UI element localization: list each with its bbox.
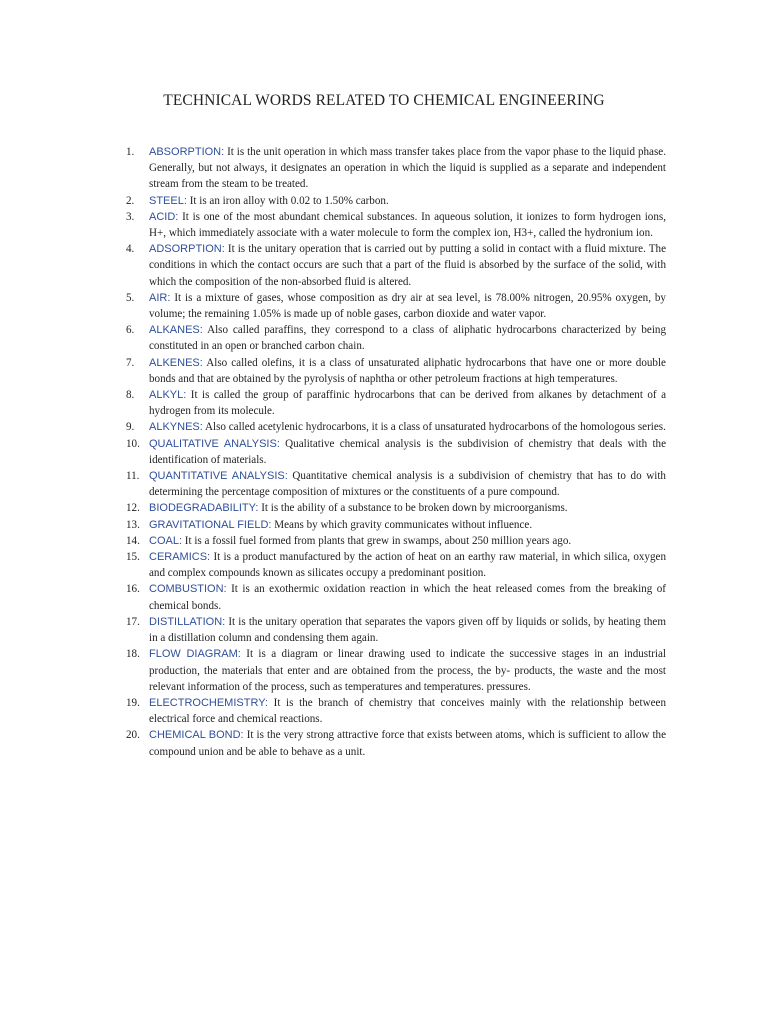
list-item	[126, 549, 666, 581]
item-body	[149, 355, 666, 387]
item-body	[149, 144, 666, 193]
item-definition: Also called acetylenic hydrocarbons, it is a class of unsaturated hydrocarbons of the homologous series.	[204, 421, 666, 434]
item-definition: It is a fossil fuel formed from plants that grew in swamps, about 250 million years ago.	[184, 534, 572, 547]
list-item	[126, 209, 666, 241]
item-definition: It is the unitary operation that is carried out by putting a solid in contact with a fluid mixture. The conditions in which the contact occurs are such that a part of the fluid is absorbed by the surface of the solid, with which the composition of the non-absorbed fluid is altered.	[149, 243, 666, 288]
item-number: 20.	[126, 729, 140, 742]
item-definition: Means by which gravity communicates without influence.	[274, 518, 533, 531]
item-term: ALKYNES:	[149, 421, 203, 434]
list-item	[126, 193, 666, 209]
item-number: 4.	[126, 243, 135, 256]
item-number: 9.	[126, 421, 135, 434]
item-definition: It is an exothermic oxidation reaction in which the heat released comes from the breaking of chemical bonds.	[149, 583, 666, 612]
item-definition: It is the branch of chemistry that conceives mainly with the relationship between electrical force and chemical reactions.	[149, 696, 666, 726]
item-term: ALKANES:	[149, 324, 203, 337]
item-number: 7.	[126, 356, 135, 369]
item-definition: It is an iron alloy with 0.02 to 1.50% carbon.	[189, 194, 389, 207]
item-term: ABSORPTION:	[149, 146, 225, 158]
list-item	[126, 695, 666, 727]
item-definition: It is the ability of a substance to be broken down by microorganisms.	[261, 502, 568, 515]
item-term: CERAMICS:	[149, 551, 211, 564]
item-body	[149, 193, 666, 209]
item-number: 3.	[126, 210, 135, 223]
item-definition: Quantitative chemical analysis is a subdivision of chemistry that has to do with determining the percentage composition of mixtures or the constituents of a pure compound.	[149, 470, 666, 499]
item-body	[149, 322, 666, 354]
item-body	[149, 517, 666, 533]
page-title: TECHNICAL WORDS RELATED TO CHEMICAL ENGINEERING	[163, 92, 605, 109]
list-item	[126, 436, 666, 468]
item-term: QUANTITATIVE ANALYSIS:	[149, 470, 288, 483]
item-number: 15.	[126, 551, 140, 564]
list-item	[126, 727, 666, 759]
item-body	[149, 500, 666, 516]
list-item	[126, 419, 666, 435]
item-body	[149, 549, 666, 581]
list-item	[126, 241, 666, 290]
item-number: 1.	[126, 146, 135, 158]
item-body	[149, 614, 666, 646]
item-number: 18.	[126, 648, 140, 661]
item-term: GRAVITATIONAL FIELD:	[149, 518, 272, 531]
item-term: CHEMICAL BOND:	[149, 729, 244, 742]
item-definition: It is called the group of paraffinic hydrocarbons that can be derived from alkanes by detachment of a hydrogen from its molecule.	[149, 389, 666, 418]
item-term: BIODEGRADABILITY:	[149, 502, 259, 515]
list-item	[126, 614, 666, 646]
item-term: ALKYL:	[149, 389, 187, 402]
list-item	[126, 500, 666, 516]
list-item	[126, 581, 666, 613]
item-number: 8.	[126, 389, 135, 402]
item-body	[149, 727, 666, 759]
item-number: 19.	[126, 696, 140, 709]
item-term: ELECTROCHEMISTRY:	[149, 696, 268, 709]
list-item	[126, 646, 666, 695]
item-term: COAL:	[149, 534, 183, 547]
item-definition: It is a mixture of gases, whose composition as dry air at sea level, is 78.00% nitrogen, 20.95% oxygen, by volume; the remaining 1.05% is made up of noble gases, carbon dioxide and water vapor.	[149, 291, 666, 321]
list-item	[126, 468, 666, 500]
item-definition: It is the unitary operation that separates the vapors given off by liquids or solids, by heating them in a distillation column and condensing them again.	[149, 615, 666, 645]
item-definition: Also called paraffins, they correspond to a class of aliphatic hydrocarbons characterized by being constituted in an open or branched carbon chain.	[149, 324, 666, 353]
list-item	[126, 533, 666, 549]
item-term: ALKENES:	[149, 356, 203, 369]
item-body	[149, 533, 666, 549]
item-term: STEEL:	[149, 194, 187, 207]
list-item	[126, 517, 666, 533]
item-body	[149, 290, 666, 322]
item-definition: It is one of the most abundant chemical substances. In aqueous solution, it ionizes to form hydrogen ions, H+, which immediately associate with a water molecule to form the complex ion, H3+, called the hydronium ion.	[149, 210, 666, 240]
item-body	[149, 209, 666, 241]
item-body	[149, 241, 666, 290]
item-body	[149, 387, 666, 419]
list-item	[126, 322, 666, 354]
item-body	[149, 468, 666, 500]
item-body	[149, 581, 666, 613]
item-number: 13.	[126, 518, 140, 531]
item-body	[149, 436, 666, 468]
term-list	[126, 144, 666, 760]
item-term: ADSORPTION:	[149, 243, 225, 256]
item-definition: It is a diagram or linear drawing used to indicate the successive stages in an industrial production, the materials that enter and are obtained from the process, the by- products, the waste and the most relevant information of the process, such as temperatures and temperatures. pressures.	[149, 648, 666, 693]
item-definition: It is the very strong attractive force that exists between atoms, which is sufficient to allow the compound union and be able to behave as a unit.	[149, 729, 666, 758]
item-number: 5.	[126, 291, 135, 304]
item-term: DISTILLATION:	[149, 615, 226, 628]
item-term: AIR:	[149, 291, 171, 304]
item-body	[149, 695, 666, 727]
item-number: 10.	[126, 437, 140, 450]
item-definition: Also called olefins, it is a class of unsaturated aliphatic hydrocarbons that have one or more double bonds and that are obtained by the pyrolysis of naphtha or other petroleum fractions at high temperatures.	[149, 356, 666, 385]
item-number: 17.	[126, 615, 140, 628]
item-definition: Qualitative chemical analysis is the subdivision of chemistry that deals with the identification of materials.	[149, 437, 666, 466]
item-number: 12.	[126, 502, 140, 515]
item-term: FLOW DIAGRAM:	[149, 648, 241, 661]
list-item	[126, 355, 666, 387]
item-definition: It is the unit operation in which mass transfer takes place from the vapor phase to the liquid phase. Generally, but not always, it designates an operation in which the liquid is supplied as a separate and independent stream from the steam to be treated.	[149, 146, 666, 191]
list-item	[126, 387, 666, 419]
item-number: 16.	[126, 583, 140, 596]
list-item	[126, 144, 666, 193]
item-number: 2.	[126, 194, 135, 207]
item-body	[149, 419, 666, 435]
item-number: 6.	[126, 324, 135, 337]
item-number: 11.	[126, 470, 140, 483]
item-definition: It is a product manufactured by the action of heat on an earthy raw material, in which silica, oxygen and complex compounds known as silicates occupy a predominant position.	[149, 551, 666, 580]
item-body	[149, 646, 666, 695]
item-term: QUALITATIVE ANALYSIS:	[149, 437, 280, 450]
list-item	[126, 290, 666, 322]
item-number: 14.	[126, 534, 140, 547]
item-term: COMBUSTION:	[149, 583, 227, 596]
item-term: ACID:	[149, 210, 179, 223]
